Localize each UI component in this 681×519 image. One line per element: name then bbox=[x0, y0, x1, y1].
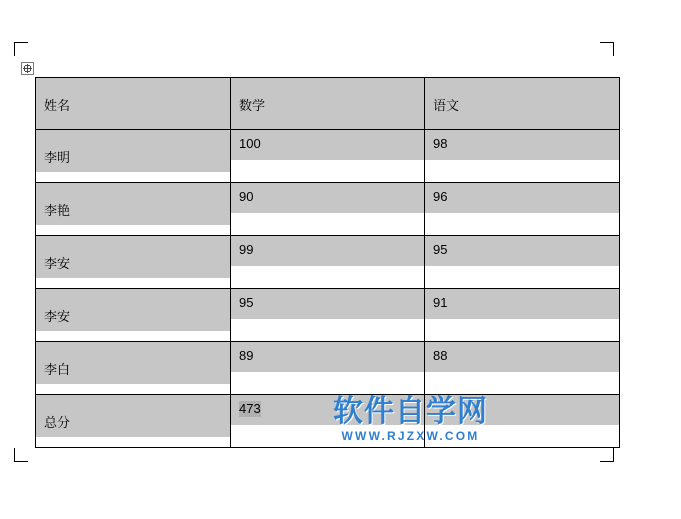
cell-math[interactable] bbox=[231, 342, 425, 395]
cell-chinese[interactable] bbox=[425, 342, 620, 395]
cell-name[interactable] bbox=[36, 342, 231, 395]
page-margin-mark-top-right bbox=[600, 42, 614, 56]
cell-text-name: 李安 bbox=[44, 309, 71, 324]
cell-text-chinese: 98 bbox=[433, 136, 448, 151]
handle-arrow-left bbox=[24, 66, 25, 71]
header-label-name: 姓名 bbox=[44, 98, 71, 113]
table-header-cell-name[interactable] bbox=[36, 78, 231, 130]
watermark-main-text: 软件自学网 bbox=[333, 395, 488, 428]
cell-text-math-total: 473 bbox=[239, 401, 261, 416]
cell-text-name: 李白 bbox=[44, 362, 71, 377]
table-move-handle-icon[interactable] bbox=[21, 62, 34, 75]
cell-chinese-total[interactable] bbox=[425, 395, 620, 448]
cell-text-name: 总分 bbox=[44, 415, 71, 430]
cell-shading bbox=[231, 236, 424, 266]
cell-math[interactable] bbox=[231, 289, 425, 342]
cell-shading bbox=[425, 342, 619, 372]
grades-table[interactable] bbox=[35, 77, 620, 448]
table-row[interactable] bbox=[36, 130, 620, 183]
header-label-chinese: 语文 bbox=[433, 98, 460, 113]
cell-text-name: 李明 bbox=[44, 150, 71, 165]
table-header-cell-chinese[interactable] bbox=[425, 78, 620, 130]
cell-math[interactable] bbox=[231, 130, 425, 183]
cell-text-name: 李安 bbox=[44, 256, 71, 271]
cell-text-math: 100 bbox=[239, 136, 261, 151]
cell-text-name: 李艳 bbox=[44, 203, 71, 218]
cell-shading bbox=[231, 342, 424, 372]
page-margin-mark-top-left bbox=[14, 42, 28, 56]
header-label-math: 数学 bbox=[239, 98, 266, 113]
table-row[interactable] bbox=[36, 183, 620, 236]
table-row-total[interactable] bbox=[36, 395, 620, 448]
cell-text-math: 99 bbox=[239, 242, 254, 257]
cell-text-chinese: 95 bbox=[433, 242, 448, 257]
cell-name[interactable] bbox=[36, 289, 231, 342]
cell-shading bbox=[231, 183, 424, 213]
cell-shading bbox=[425, 236, 619, 266]
handle-arrow-bottom bbox=[25, 71, 30, 72]
cell-chinese[interactable] bbox=[425, 183, 620, 236]
cell-text-math: 95 bbox=[239, 295, 254, 310]
cell-name[interactable] bbox=[36, 130, 231, 183]
table-header-row[interactable] bbox=[36, 78, 620, 130]
cell-shading bbox=[425, 183, 619, 213]
cell-shading bbox=[425, 289, 619, 319]
cell-text-chinese: 96 bbox=[433, 189, 448, 204]
cell-chinese[interactable] bbox=[425, 236, 620, 289]
cell-shading bbox=[231, 289, 424, 319]
watermark-sub-text: WWW.RJZXW.COM bbox=[341, 428, 480, 443]
table-row[interactable] bbox=[36, 342, 620, 395]
cell-shading bbox=[425, 395, 619, 425]
cell-chinese[interactable] bbox=[425, 130, 620, 183]
cell-text-chinese: 88 bbox=[433, 348, 448, 363]
handle-arrow-right bbox=[30, 66, 31, 71]
cell-text-math: 90 bbox=[239, 189, 254, 204]
table-header-cell-math[interactable] bbox=[231, 78, 425, 130]
cell-chinese[interactable] bbox=[425, 289, 620, 342]
table-row[interactable] bbox=[36, 289, 620, 342]
cell-text-chinese: 91 bbox=[433, 295, 448, 310]
cell-text-math: 89 bbox=[239, 348, 254, 363]
cell-math-total[interactable] bbox=[231, 395, 425, 448]
cell-name[interactable] bbox=[36, 183, 231, 236]
cell-name[interactable] bbox=[36, 236, 231, 289]
cell-shading bbox=[425, 130, 619, 160]
table-row[interactable] bbox=[36, 236, 620, 289]
cell-math[interactable] bbox=[231, 236, 425, 289]
cell-math[interactable] bbox=[231, 183, 425, 236]
page-margin-mark-bottom-left bbox=[14, 448, 28, 462]
cell-name-total[interactable] bbox=[36, 395, 231, 448]
page-margin-mark-bottom-right bbox=[600, 448, 614, 462]
